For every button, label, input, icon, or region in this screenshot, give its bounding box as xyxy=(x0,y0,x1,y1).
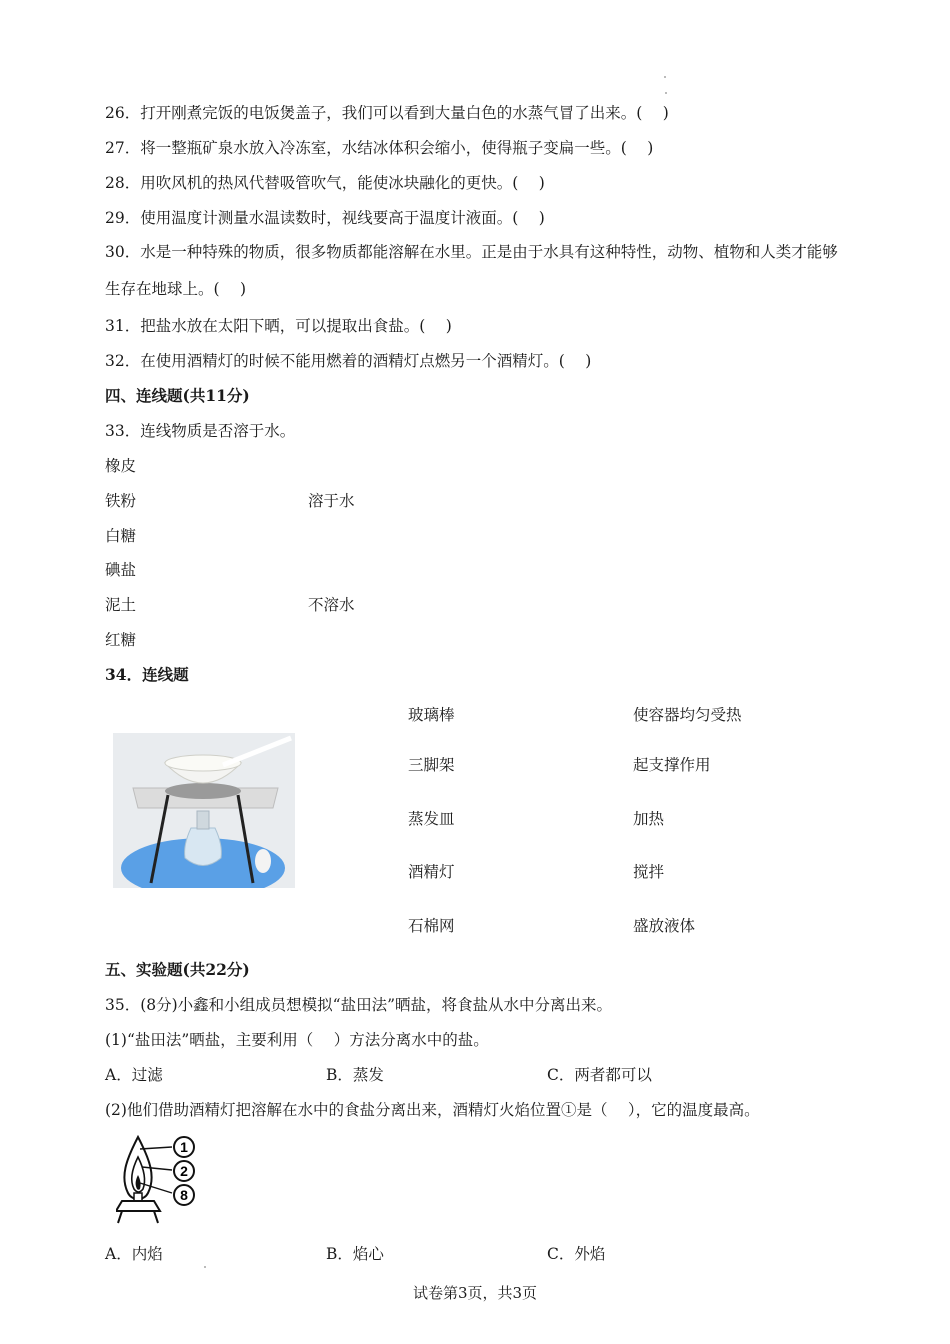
scan-speck xyxy=(665,92,667,94)
q33-left-item: 铁粉 xyxy=(105,492,137,510)
scan-speck xyxy=(664,76,666,78)
q33-left-item: 红糖 xyxy=(105,631,137,649)
alcohol-lamp-flame-diagram xyxy=(116,1135,200,1225)
question-34-title: 34．连线题 xyxy=(105,665,189,684)
q34-right-item: 加热 xyxy=(633,810,665,828)
question-28: 28．用吹风机的热风代替吸管吹气，能使冰块融化的更快。( ) xyxy=(105,174,545,192)
evaporation-apparatus-image xyxy=(113,733,295,888)
q33-left-item: 橡皮 xyxy=(105,457,137,475)
question-32: 32．在使用酒精灯的时候不能用燃着的酒精灯点燃另一个酒精灯。( ) xyxy=(105,352,592,370)
question-35-sub2: (2)他们借助酒精灯把溶解在水中的食盐分离出来，酒精灯火焰位置①是（ ），它的温度最高。 xyxy=(105,1101,760,1119)
sub1-option-a: A．过滤 xyxy=(105,1066,163,1084)
flame-label-3: 8 xyxy=(180,1187,188,1203)
flame-label-2: 2 xyxy=(180,1163,188,1179)
page-footer: 试卷第3页，共3页 xyxy=(412,1284,538,1302)
q33-right-soluble: 溶于水 xyxy=(308,492,355,510)
question-26: 26．打开刚煮完饭的电饭煲盖子，我们可以看到大量白色的水蒸气冒了出来。( ) xyxy=(105,104,669,122)
sub2-option-a: A．内焰 xyxy=(105,1245,163,1263)
q34-right-item: 盛放液体 xyxy=(633,917,696,935)
q34-right-item: 搅拌 xyxy=(633,863,665,881)
q33-left-item: 碘盐 xyxy=(105,561,137,579)
q34-middle-item: 蒸发皿 xyxy=(408,810,455,828)
q34-middle-item: 玻璃棒 xyxy=(408,706,455,724)
question-33-title: 33．连线物质是否溶于水。 xyxy=(105,422,296,440)
q34-middle-item: 酒精灯 xyxy=(408,863,455,881)
sub2-option-c: C．外焰 xyxy=(547,1245,606,1263)
question-30: 30．水是一种特殊的物质，很多物质都能溶解在水里。正是由于水具有这种特性，动物、植物和人类才能够生存在地球上。( ) xyxy=(105,243,838,298)
q34-right-item: 起支撑作用 xyxy=(633,756,711,774)
q33-right-insoluble: 不溶水 xyxy=(308,596,355,614)
question-35-title: 35．(8分)小鑫和小组成员想模拟“盐田法”晒盐，将食盐从水中分离出来。 xyxy=(105,996,613,1014)
question-29: 29．使用温度计测量水温读数时，视线要高于温度计液面。( ) xyxy=(105,209,545,227)
question-27: 27．将一整瓶矿泉水放入冷冻室，水结冰体积会缩小，使得瓶子变扁一些。( ) xyxy=(105,139,654,157)
q33-left-item: 白糖 xyxy=(105,527,137,545)
flame-label-1: 1 xyxy=(180,1139,188,1155)
q34-right-item: 使容器均匀受热 xyxy=(633,706,742,724)
q33-left-item: 泥土 xyxy=(105,596,137,614)
scan-speck xyxy=(204,1266,206,1268)
sub1-option-c: C．两者都可以 xyxy=(547,1066,652,1084)
question-31: 31．把盐水放在太阳下晒，可以提取出食盐。( ) xyxy=(105,317,452,335)
section-4-heading: 四、连线题(共11分) xyxy=(105,386,250,405)
sub2-option-b: B．焰心 xyxy=(326,1245,384,1263)
sub1-option-b: B．蒸发 xyxy=(326,1066,384,1084)
q34-middle-item: 三脚架 xyxy=(408,756,455,774)
q34-middle-item: 石棉网 xyxy=(408,917,455,935)
section-5-heading: 五、实验题(共22分) xyxy=(105,960,250,979)
question-35-sub1: (1)“盐田法”晒盐，主要利用（ ）方法分离水中的盐。 xyxy=(105,1031,489,1049)
